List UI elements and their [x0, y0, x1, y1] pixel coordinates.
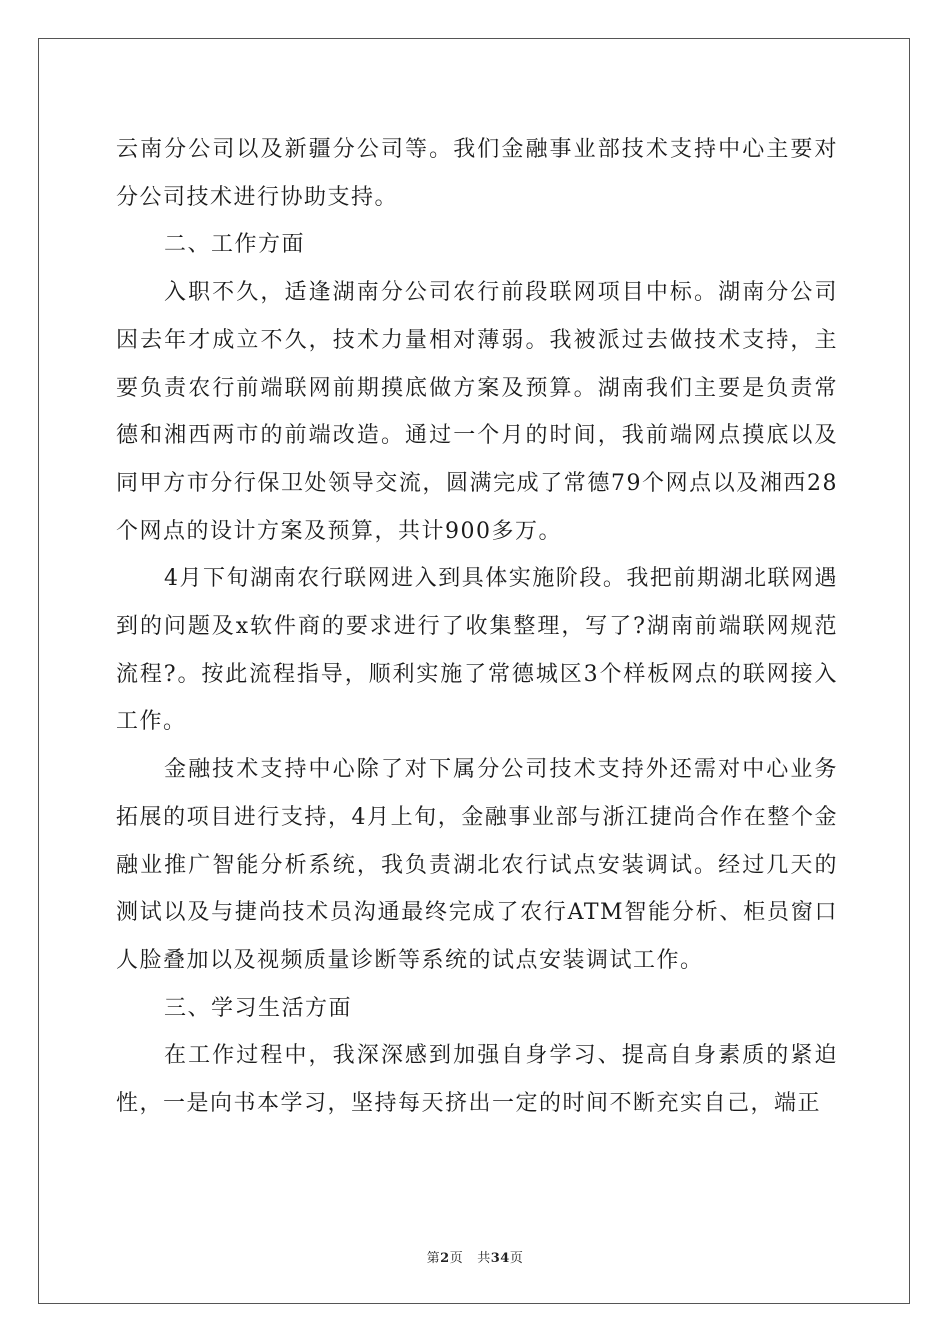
paragraph-implementation: 4月下旬湖南农行联网进入到具体实施阶段。我把前期湖北联网遇到的问题及x软件商的要求进行了收集整理，写了?湖南前端联网规范流程?。按此流程指导，顺利实施了常德城区3个样板网点的联网接入工作。 [116, 566, 838, 735]
footer-total-pages: 34 [490, 1251, 510, 1266]
document-body [116, 126, 838, 1128]
footer-page-prefix: 第 [426, 1251, 441, 1266]
footer-page-number: 2 [440, 1251, 450, 1266]
page-footer [0, 1247, 950, 1266]
section-heading-work: 二、工作方面 [164, 232, 306, 258]
footer-total-suffix: 页 [509, 1251, 524, 1266]
section-heading-study: 三、学习生活方面 [164, 995, 353, 1021]
footer-page-suffix: 页 [449, 1251, 464, 1266]
paragraph-continuation: 云南分公司以及新疆分公司等。我们金融事业部技术支持中心主要对分公司技术进行协助支持。 [116, 137, 838, 210]
footer-total-prefix: 共 [477, 1251, 491, 1266]
paragraph-support-center: 金融技术支持中心除了对下属分公司技术支持外还需对中心业务拓展的项目进行支持，4月上旬，金融事业部与浙江捷尚合作在整个金融业推广智能分析系统，我负责湖北农行试点安装调试。经过几天的测试以及与捷尚技术员沟通最终完成了农行ATM智能分析、柜员窗口人脸叠加以及视频质量诊断等系统的试点安装调试工作。 [116, 757, 838, 973]
paragraph-hunan-project: 入职不久，适逢湖南分公司农行前段联网项目中标。湖南分公司因去年才成立不久，技术力量相对薄弱。我被派过去做技术支持，主要负责农行前端联网前期摸底做方案及预算。湖南我们主要是负责常德和湘西两市的前端改造。通过一个月的时间，我前端网点摸底以及同甲方市分行保卫处领导交流，圆满完成了常德79个网点以及湘西28个网点的设计方案及预算，共计900多万。 [116, 280, 838, 544]
paragraph-study: 在工作过程中，我深深感到加强自身学习、提高自身素质的紧迫性，一是向书本学习，坚持每天挤出一定的时间不断充实自己，端正 [116, 1043, 838, 1117]
